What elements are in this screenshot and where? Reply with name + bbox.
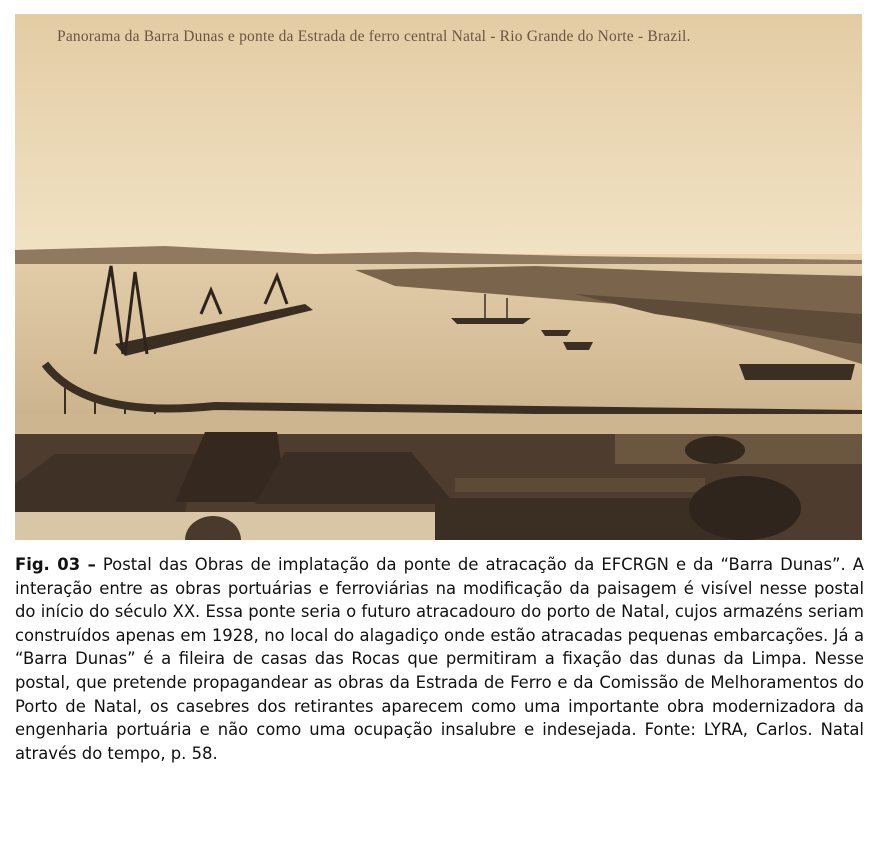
figure-label: Fig. 03 – [15,555,96,574]
postcard-illustration [15,14,862,540]
postcard-title: Panorama da Barra Dunas e ponte da Estrada de ferro central Natal - Rio Grande do Norte - Brazil. [57,28,691,45]
sky [15,14,862,254]
postcard-photo [15,14,862,540]
figure-caption [15,553,864,765]
caption-text: Postal das Obras de implatação da ponte de atracação da EFCRGN e da “Barra Dunas”. A interação entre as obras portuárias e ferroviárias na modificação da paisagem é visível nesse postal do início do século XX. Essa ponte seria o futuro atracadouro do porto de Natal, cujos armazéns seriam construídos apenas em 1928, no local do alagadiço onde estão atracadas pequenas embarcações. Já a “Barra Dunas” é a fileira de casas das Rocas que permitiram a fixação das dunas da Limpa. Nesse postal, que pretende propagandear as obras da Estrada de Ferro e da Comissão de Melhoramentos do Porto de Natal, os casebres dos retirantes aparecem como uma importante obra modernizadora da engenharia portuária e não como uma ocupação insalubre e indesejada. Fonte: LYRA, Carlos. Natal através do tempo, p. 58. [15,555,864,763]
tree [689,476,801,540]
